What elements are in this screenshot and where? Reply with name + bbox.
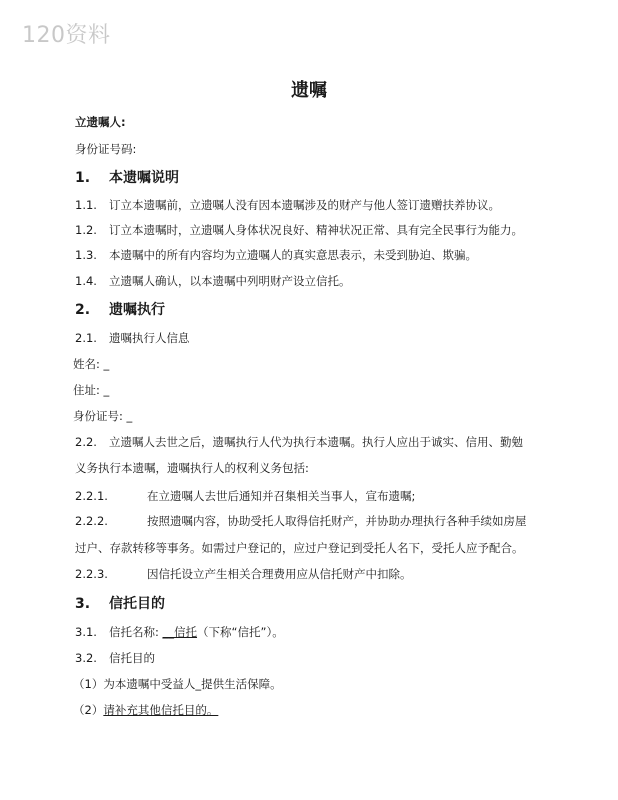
clause-3-2 bbox=[75, 650, 155, 666]
clause-number: 1.2. bbox=[75, 223, 97, 237]
clause-1-1 bbox=[75, 197, 500, 213]
section-1-title: 本遗嘱说明 bbox=[109, 170, 179, 186]
section-1-number: 1. bbox=[75, 170, 91, 186]
trust-name-label: 信托名称: bbox=[109, 625, 159, 639]
watermark: 120资料 bbox=[22, 23, 111, 48]
document-title: 遗嘱 bbox=[291, 80, 327, 101]
clause-1-2 bbox=[75, 222, 523, 238]
trust-purpose-2 bbox=[73, 702, 218, 718]
clause-number: 2.2.2. bbox=[75, 514, 108, 528]
clause-number: 2.1. bbox=[75, 331, 97, 345]
purpose-placeholder[interactable]: 请补充其他信托目的。 bbox=[103, 703, 219, 717]
trust-name-blank[interactable]: __信托 bbox=[162, 625, 198, 639]
clause-2-2-2-line2: 过户、存款转移等事务。如需过户登记的，应过户登记到受托人名下，受托人应予配合。 bbox=[75, 541, 524, 555]
clause-text: 遗嘱执行人信息 bbox=[109, 331, 190, 345]
clause-text: 在立遗嘱人去世后通知并召集相关当事人，宣布遗嘱; bbox=[147, 489, 416, 503]
clause-text: 本遗嘱中的所有内容均为立遗嘱人的真实意思表示，未受到胁迫、欺骗。 bbox=[109, 248, 477, 262]
id-number-label: 身份证号码: bbox=[75, 142, 137, 156]
clause-1-3 bbox=[75, 247, 477, 263]
clause-text: 订立本遗嘱前，立遗嘱人没有因本遗嘱涉及的财产与他人签订遗赠扶养协议。 bbox=[109, 198, 500, 212]
clause-2-2-3 bbox=[75, 566, 412, 582]
clause-number: 1.4. bbox=[75, 274, 97, 288]
clause-text: 立遗嘱人去世之后，遗嘱执行人代为执行本遗嘱。执行人应出于诚实、信用、勤勉 bbox=[109, 435, 523, 449]
section-2-heading bbox=[75, 299, 165, 319]
clause-1-4 bbox=[75, 273, 351, 289]
clause-number: 2.2.1. bbox=[75, 489, 108, 503]
clause-2-1 bbox=[75, 330, 190, 346]
clause-number: 1.1. bbox=[75, 198, 97, 212]
clause-3-1 bbox=[75, 624, 284, 640]
section-3-title: 信托目的 bbox=[109, 596, 165, 612]
clause-number: 3.1. bbox=[75, 625, 97, 639]
clause-number: 1.3. bbox=[75, 248, 97, 262]
section-3-heading bbox=[75, 593, 165, 613]
clause-text: 订立本遗嘱时，立遗嘱人身体状况良好、精神状况正常、具有完全民事行为能力。 bbox=[109, 223, 523, 237]
executor-id-field: 身份证号: _ bbox=[73, 409, 133, 423]
clause-2-2-line2: 义务执行本遗嘱，遗嘱执行人的权利义务包括: bbox=[75, 461, 309, 475]
trust-name-suffix: （下称“信托”）。 bbox=[197, 625, 284, 639]
clause-number: 2.2.3. bbox=[75, 567, 108, 581]
clause-text: 因信托设立产生相关合理费用应从信托财产中扣除。 bbox=[147, 567, 412, 581]
clause-text: 按照遗嘱内容，协助受托人取得信托财产，并协助办理执行各种手续如房屋 bbox=[147, 514, 527, 528]
section-3-number: 3. bbox=[75, 596, 91, 612]
purpose-number: （2） bbox=[73, 703, 104, 717]
clause-number: 3.2. bbox=[75, 651, 97, 665]
clause-2-2-2-line1 bbox=[75, 513, 527, 529]
testator-label: 立遗嘱人: bbox=[75, 115, 126, 129]
trust-purpose-1: （1）为本遗嘱中受益人_提供生活保障。 bbox=[73, 677, 282, 691]
clause-number: 2.2. bbox=[75, 435, 97, 449]
section-2-number: 2. bbox=[75, 302, 91, 318]
executor-name-field: 姓名: _ bbox=[73, 357, 110, 371]
section-1-heading bbox=[75, 167, 179, 187]
clause-2-2-1 bbox=[75, 488, 415, 504]
section-2-title: 遗嘱执行 bbox=[109, 302, 165, 318]
clause-text: 信托目的 bbox=[109, 651, 155, 665]
executor-address-field: 住址: _ bbox=[73, 383, 110, 397]
clause-text: 立遗嘱人确认，以本遗嘱中列明财产设立信托。 bbox=[109, 274, 351, 288]
clause-2-2-line1 bbox=[75, 434, 523, 450]
